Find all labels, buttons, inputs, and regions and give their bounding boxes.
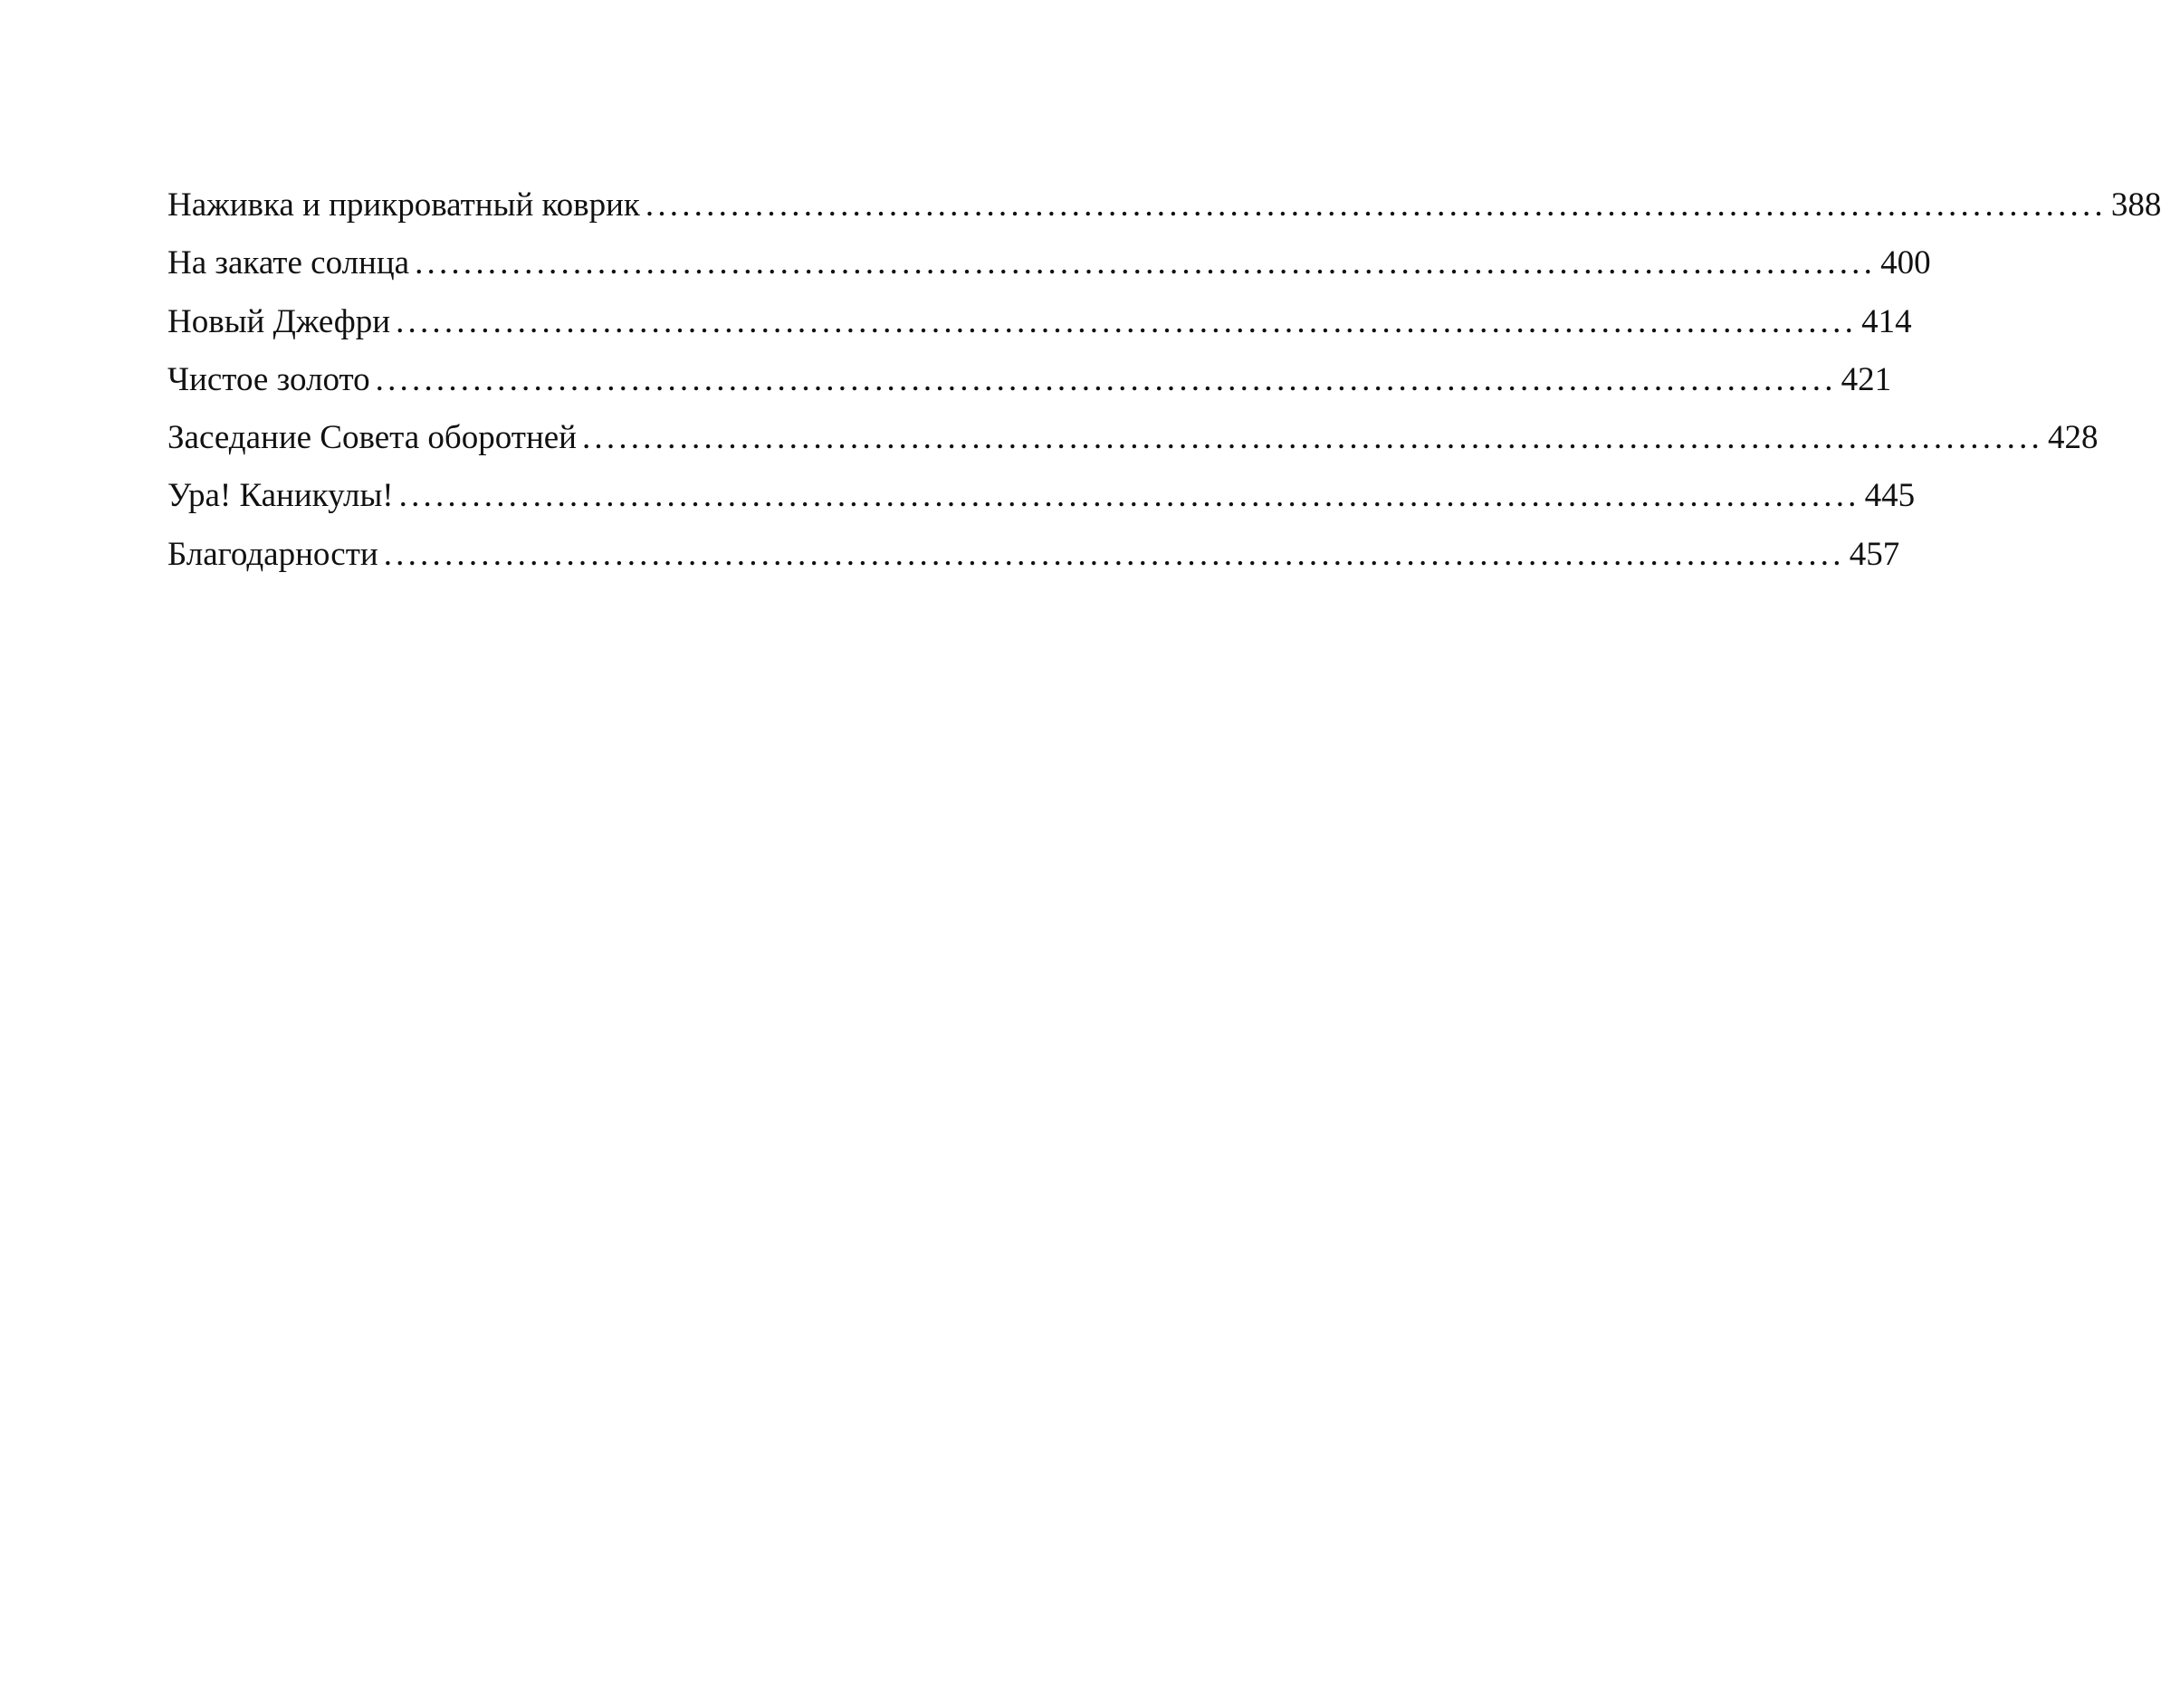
toc-entry-page: 457 [1849, 535, 1900, 573]
toc-entry-page: 414 [1861, 302, 1912, 340]
toc-dot-leader: ........................................................................................................................ [415, 244, 1877, 282]
toc-entry-title: Новый Джефри [167, 302, 391, 340]
toc-entry-page: 400 [1880, 244, 1931, 282]
toc-entry-title: Благодарности [167, 535, 378, 573]
toc-entry-title: На закате солнца [167, 244, 410, 282]
toc-entry [167, 467, 1916, 525]
toc-entry [167, 409, 2099, 467]
toc-entry-title: Чистое золото [167, 360, 370, 398]
toc-entry-page: 428 [2047, 419, 2099, 457]
toc-entry-page: 421 [1841, 360, 1892, 398]
toc-entry-title: Ура! Каникулы! [167, 477, 394, 515]
toc-dot-leader: ........................................................................................................................ [581, 419, 2043, 457]
toc-entry [167, 526, 1900, 584]
toc-entry-page: 388 [2110, 186, 2161, 224]
toc-entry [167, 234, 1931, 292]
toc-entry [167, 293, 1912, 351]
toc-entry-page: 445 [1864, 477, 1916, 515]
toc-dot-leader: ........................................................................................................................ [645, 186, 2107, 224]
table-of-contents [167, 177, 2161, 584]
toc-entry [167, 351, 1892, 409]
toc-dot-leader: ........................................................................................................................ [375, 360, 1837, 398]
toc-dot-leader: ........................................................................................................................ [396, 302, 1858, 340]
toc-entry [167, 177, 2161, 234]
toc-dot-leader: ........................................................................................................................ [398, 477, 1860, 515]
toc-entry-title: Заседание Совета оборотней [167, 419, 577, 457]
toc-dot-leader: ........................................................................................................................ [383, 535, 1845, 573]
toc-entry-title: Наживка и прикроватный коврик [167, 186, 640, 224]
